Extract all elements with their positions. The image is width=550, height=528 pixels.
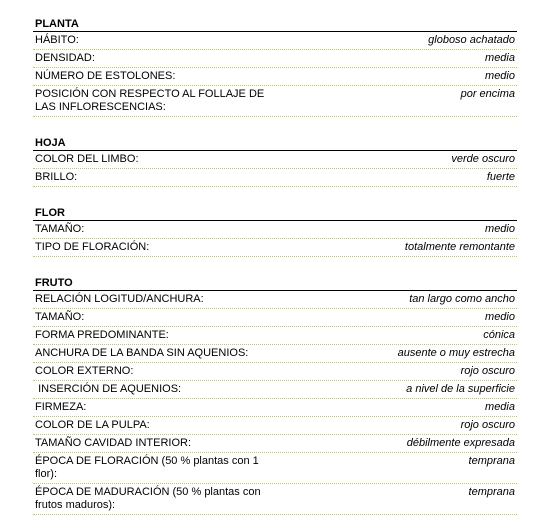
row-label: HÁBITO: xyxy=(35,34,79,46)
row-value: media xyxy=(485,52,515,64)
row-label: DENSIDAD: xyxy=(35,52,95,64)
table-row xyxy=(33,291,517,309)
row-value: medio xyxy=(485,70,515,82)
row-label: ÉPOCA DE FLORACIÓN (50 % plantas con 1 flor): xyxy=(35,455,262,480)
row-value: globoso achatado xyxy=(428,34,515,46)
row-label: TAMAÑO: xyxy=(35,223,85,235)
table-row xyxy=(33,453,517,484)
row-value: por encima xyxy=(460,88,515,100)
row-value: rojo oscuro xyxy=(460,419,515,431)
section-title: PLANTA xyxy=(33,14,517,32)
table-row xyxy=(33,484,517,515)
table-row xyxy=(33,417,517,435)
row-label: INSERCIÓN DE AQUENIOS: xyxy=(35,383,182,395)
row-value: temprana xyxy=(468,486,515,498)
table-row xyxy=(33,327,517,345)
section-planta xyxy=(33,14,517,117)
row-value: rojo oscuro xyxy=(460,365,515,377)
row-label: COLOR DE LA PULPA: xyxy=(35,419,150,431)
table-row xyxy=(33,169,517,187)
row-value: medio xyxy=(485,223,515,235)
row-label: TAMAÑO CAVIDAD INTERIOR: xyxy=(35,437,192,449)
section-title: FLOR xyxy=(33,203,517,221)
table-row xyxy=(33,221,517,239)
row-value: verde oscuro xyxy=(451,153,515,165)
row-label: RELACIÓN LOGITUD/ANCHURA: xyxy=(35,293,204,305)
table-row xyxy=(33,435,517,453)
section-hoja xyxy=(33,133,517,187)
row-value: débilmente expresada xyxy=(406,437,515,449)
table-row xyxy=(33,381,517,399)
row-value: tan largo como ancho xyxy=(409,293,515,305)
table-row xyxy=(33,239,517,257)
section-title: FRUTO xyxy=(33,273,517,291)
table-row xyxy=(33,32,517,50)
row-label: TIPO DE FLORACIÓN: xyxy=(35,241,150,253)
table-row xyxy=(33,86,517,117)
row-value: ausente o muy estrecha xyxy=(397,347,515,359)
row-label: POSICIÓN CON RESPECTO AL FOLLAJE DE LAS INFLORESCENCIAS: xyxy=(35,88,268,113)
characteristics-sheet xyxy=(33,14,517,515)
table-row xyxy=(33,363,517,381)
row-label: ANCHURA DE LA BANDA SIN AQUENIOS: xyxy=(35,347,249,359)
row-label: COLOR DEL LIMBO: xyxy=(35,153,139,165)
table-row xyxy=(33,345,517,363)
section-title: HOJA xyxy=(33,133,517,151)
row-value: temprana xyxy=(468,455,515,467)
row-value: cónica xyxy=(483,329,515,341)
row-value: fuerte xyxy=(486,171,515,183)
row-label: BRILLO: xyxy=(35,171,78,183)
row-label: COLOR EXTERNO: xyxy=(35,365,134,377)
row-value: media xyxy=(485,401,515,413)
row-value: medio xyxy=(485,311,515,323)
row-label: ÉPOCA DE MADURACIÓN (50 % plantas con frutos maduros): xyxy=(35,486,264,511)
row-label: NÚMERO DE ESTOLONES: xyxy=(35,70,176,82)
row-label: FORMA PREDOMINANTE: xyxy=(35,329,169,341)
row-label: TAMAÑO: xyxy=(35,311,85,323)
row-value: totalmente remontante xyxy=(404,241,515,253)
row-label: FIRMEZA: xyxy=(35,401,87,413)
section-flor xyxy=(33,203,517,257)
table-row xyxy=(33,68,517,86)
section-fruto xyxy=(33,273,517,515)
table-row xyxy=(33,399,517,417)
table-row xyxy=(33,50,517,68)
table-row xyxy=(33,151,517,169)
table-row xyxy=(33,309,517,327)
row-value: a nivel de la superficie xyxy=(406,383,515,395)
